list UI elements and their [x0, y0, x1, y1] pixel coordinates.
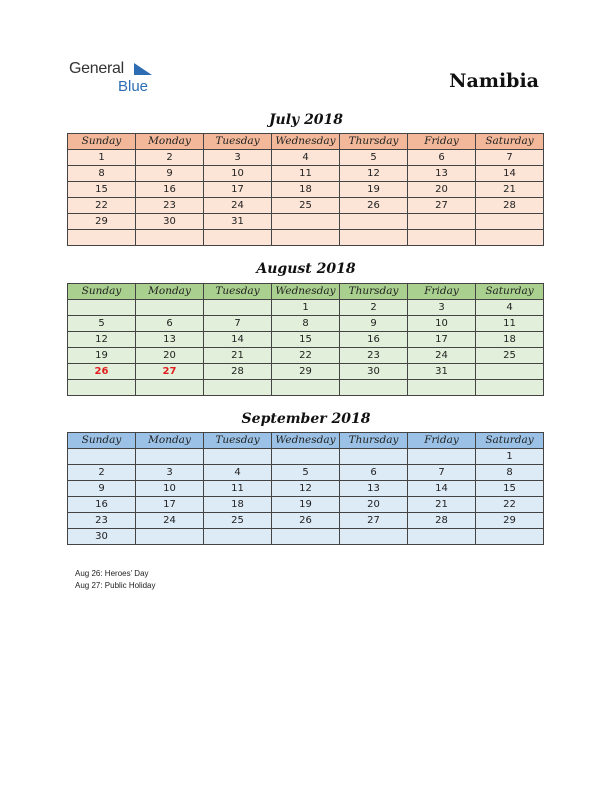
week-row — [68, 300, 544, 316]
empty-day-cell — [136, 300, 204, 316]
empty-day-cell — [408, 449, 476, 465]
empty-day-cell — [408, 214, 476, 230]
day-cell: 3 — [204, 150, 272, 166]
empty-day-cell — [204, 449, 272, 465]
holiday-note: Aug 26: Heroes’ Day — [75, 569, 149, 578]
general-blue-logo — [69, 60, 169, 96]
day-cell: 26 — [340, 198, 408, 214]
day-cell: 23 — [68, 513, 136, 529]
day-cell: 9 — [136, 166, 204, 182]
week-row — [68, 230, 544, 246]
day-cell: 15 — [476, 481, 544, 497]
day-cell: 1 — [68, 150, 136, 166]
weekday-header: Wednesday — [272, 284, 340, 300]
day-cell: 22 — [272, 348, 340, 364]
day-cell: 30 — [340, 364, 408, 380]
empty-day-cell — [408, 230, 476, 246]
day-cell: 5 — [340, 150, 408, 166]
day-cell: 19 — [68, 348, 136, 364]
day-cell: 7 — [408, 465, 476, 481]
week-row — [68, 364, 544, 380]
day-cell: 19 — [272, 497, 340, 513]
empty-day-cell — [476, 380, 544, 396]
day-cell: 6 — [408, 150, 476, 166]
logo-text-general: General — [69, 60, 124, 77]
empty-day-cell — [408, 380, 476, 396]
day-cell: 10 — [204, 166, 272, 182]
day-cell: 20 — [136, 348, 204, 364]
empty-day-cell — [476, 364, 544, 380]
day-cell: 14 — [408, 481, 476, 497]
day-cell: 13 — [408, 166, 476, 182]
week-row — [68, 481, 544, 497]
empty-day-cell — [272, 214, 340, 230]
empty-day-cell — [68, 380, 136, 396]
month-title-august: August 2018 — [256, 261, 356, 277]
day-cell: 28 — [204, 364, 272, 380]
day-cell: 9 — [340, 316, 408, 332]
day-cell: 23 — [340, 348, 408, 364]
empty-day-cell — [340, 449, 408, 465]
weekday-header: Saturday — [476, 284, 544, 300]
day-cell: 1 — [272, 300, 340, 316]
week-row — [68, 380, 544, 396]
empty-day-cell — [476, 230, 544, 246]
day-cell: 3 — [136, 465, 204, 481]
empty-day-cell — [204, 529, 272, 545]
weekday-header-row — [68, 134, 544, 150]
day-cell: 4 — [476, 300, 544, 316]
day-cell: 10 — [136, 481, 204, 497]
day-cell: 20 — [408, 182, 476, 198]
calendar-september — [67, 432, 544, 545]
weekday-header: Monday — [136, 284, 204, 300]
day-cell: 18 — [476, 332, 544, 348]
day-cell: 4 — [204, 465, 272, 481]
week-row — [68, 529, 544, 545]
country-title: Namibia — [449, 70, 539, 92]
day-cell: 21 — [408, 497, 476, 513]
weekday-header: Tuesday — [204, 134, 272, 150]
logo-triangle-icon — [134, 63, 152, 75]
day-cell: 11 — [272, 166, 340, 182]
day-cell: 27 — [408, 198, 476, 214]
calendar-august — [67, 283, 544, 396]
day-cell: 5 — [68, 316, 136, 332]
day-cell: 3 — [408, 300, 476, 316]
day-cell: 8 — [68, 166, 136, 182]
day-cell: 25 — [476, 348, 544, 364]
day-cell: 24 — [136, 513, 204, 529]
holiday-day-cell: 27 — [136, 364, 204, 380]
day-cell: 12 — [68, 332, 136, 348]
weekday-header: Friday — [408, 284, 476, 300]
month-title-september: September 2018 — [241, 411, 371, 427]
day-cell: 18 — [204, 497, 272, 513]
month-title-july: July 2018 — [268, 112, 344, 128]
empty-day-cell — [136, 529, 204, 545]
week-row — [68, 198, 544, 214]
empty-day-cell — [476, 529, 544, 545]
day-cell: 31 — [408, 364, 476, 380]
day-cell: 29 — [272, 364, 340, 380]
empty-day-cell — [272, 380, 340, 396]
empty-day-cell — [272, 449, 340, 465]
day-cell: 10 — [408, 316, 476, 332]
weekday-header: Wednesday — [272, 134, 340, 150]
empty-day-cell — [340, 529, 408, 545]
day-cell: 16 — [68, 497, 136, 513]
day-cell: 17 — [408, 332, 476, 348]
empty-day-cell — [204, 300, 272, 316]
day-cell: 27 — [340, 513, 408, 529]
empty-day-cell — [204, 230, 272, 246]
day-cell: 16 — [136, 182, 204, 198]
day-cell: 17 — [204, 182, 272, 198]
day-cell: 2 — [136, 150, 204, 166]
weekday-header: Sunday — [68, 433, 136, 449]
day-cell: 28 — [476, 198, 544, 214]
calendar-july — [67, 133, 544, 246]
day-cell: 7 — [204, 316, 272, 332]
day-cell: 30 — [136, 214, 204, 230]
empty-day-cell — [272, 529, 340, 545]
day-cell: 14 — [204, 332, 272, 348]
day-cell: 22 — [476, 497, 544, 513]
weekday-header: Sunday — [68, 134, 136, 150]
week-row — [68, 348, 544, 364]
holiday-note: Aug 27: Public Holiday — [75, 581, 156, 590]
day-cell: 29 — [68, 214, 136, 230]
weekday-header: Thursday — [340, 433, 408, 449]
empty-day-cell — [136, 449, 204, 465]
day-cell: 30 — [68, 529, 136, 545]
day-cell: 13 — [340, 481, 408, 497]
empty-day-cell — [136, 380, 204, 396]
day-cell: 15 — [68, 182, 136, 198]
day-cell: 26 — [272, 513, 340, 529]
weekday-header: Wednesday — [272, 433, 340, 449]
holiday-day-cell: 26 — [68, 364, 136, 380]
week-row — [68, 513, 544, 529]
day-cell: 13 — [136, 332, 204, 348]
weekday-header: Thursday — [340, 134, 408, 150]
day-cell: 4 — [272, 150, 340, 166]
logo-text-blue: Blue — [118, 78, 149, 95]
weekday-header: Friday — [408, 134, 476, 150]
day-cell: 19 — [340, 182, 408, 198]
empty-day-cell — [68, 230, 136, 246]
day-cell: 9 — [68, 481, 136, 497]
empty-day-cell — [272, 230, 340, 246]
weekday-header: Tuesday — [204, 433, 272, 449]
day-cell: 21 — [204, 348, 272, 364]
day-cell: 2 — [340, 300, 408, 316]
week-row — [68, 150, 544, 166]
day-cell: 7 — [476, 150, 544, 166]
weekday-header: Friday — [408, 433, 476, 449]
week-row — [68, 316, 544, 332]
day-cell: 6 — [340, 465, 408, 481]
day-cell: 20 — [340, 497, 408, 513]
day-cell: 31 — [204, 214, 272, 230]
day-cell: 17 — [136, 497, 204, 513]
empty-day-cell — [340, 380, 408, 396]
empty-day-cell — [408, 529, 476, 545]
day-cell: 24 — [408, 348, 476, 364]
day-cell: 5 — [272, 465, 340, 481]
empty-day-cell — [340, 230, 408, 246]
week-row — [68, 214, 544, 230]
day-cell: 25 — [272, 198, 340, 214]
week-row — [68, 332, 544, 348]
day-cell: 2 — [68, 465, 136, 481]
weekday-header-row — [68, 284, 544, 300]
day-cell: 8 — [272, 316, 340, 332]
day-cell: 21 — [476, 182, 544, 198]
empty-day-cell — [68, 300, 136, 316]
empty-day-cell — [204, 380, 272, 396]
holiday-notes — [75, 568, 156, 592]
day-cell: 22 — [68, 198, 136, 214]
weekday-header: Saturday — [476, 433, 544, 449]
weekday-header-row — [68, 433, 544, 449]
day-cell: 23 — [136, 198, 204, 214]
empty-day-cell — [136, 230, 204, 246]
day-cell: 14 — [476, 166, 544, 182]
day-cell: 11 — [204, 481, 272, 497]
weekday-header: Thursday — [340, 284, 408, 300]
week-row — [68, 497, 544, 513]
weekday-header: Monday — [136, 134, 204, 150]
weekday-header: Tuesday — [204, 284, 272, 300]
empty-day-cell — [340, 214, 408, 230]
day-cell: 29 — [476, 513, 544, 529]
day-cell: 12 — [340, 166, 408, 182]
day-cell: 1 — [476, 449, 544, 465]
week-row — [68, 166, 544, 182]
day-cell: 28 — [408, 513, 476, 529]
day-cell: 16 — [340, 332, 408, 348]
day-cell: 24 — [204, 198, 272, 214]
day-cell: 15 — [272, 332, 340, 348]
week-row — [68, 182, 544, 198]
weekday-header: Saturday — [476, 134, 544, 150]
empty-day-cell — [476, 214, 544, 230]
day-cell: 12 — [272, 481, 340, 497]
day-cell: 11 — [476, 316, 544, 332]
day-cell: 8 — [476, 465, 544, 481]
day-cell: 6 — [136, 316, 204, 332]
day-cell: 25 — [204, 513, 272, 529]
week-row — [68, 465, 544, 481]
weekday-header: Monday — [136, 433, 204, 449]
empty-day-cell — [68, 449, 136, 465]
day-cell: 18 — [272, 182, 340, 198]
weekday-header: Sunday — [68, 284, 136, 300]
week-row — [68, 449, 544, 465]
